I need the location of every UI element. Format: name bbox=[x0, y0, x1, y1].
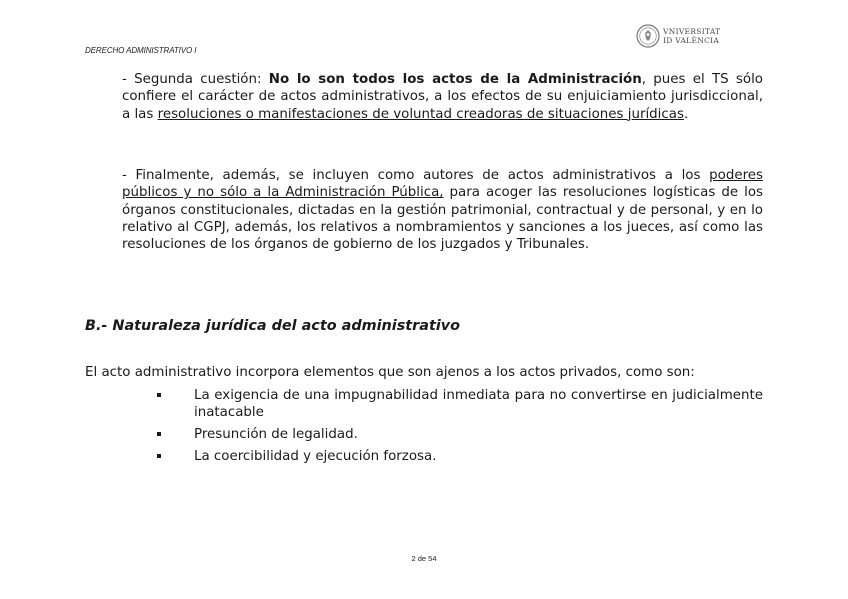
bullet-icon bbox=[157, 454, 161, 458]
page-number: 2 de 54 bbox=[411, 554, 437, 563]
list-item-text: Presunción de legalidad. bbox=[194, 427, 358, 442]
list-item-text: La exigencia de una impugnabilidad inmediata para no convertirse en judicialmente inatacable bbox=[194, 388, 763, 420]
university-seal-icon bbox=[636, 24, 660, 48]
p2-lead: - Finalmente, además, se incluyen como autores de actos administrativos a los bbox=[122, 168, 710, 183]
logo-line-2: ID VALÈNCIA bbox=[663, 36, 720, 45]
list-item-text: La coercibilidad y ejecución forzosa. bbox=[194, 449, 437, 464]
section-intro: El acto administrativo incorpora elementos que son ajenos a los actos privados, como son: bbox=[85, 365, 695, 380]
paragraph-segunda-cuestion bbox=[122, 71, 763, 123]
university-logo bbox=[636, 24, 726, 50]
p1-lead: - Segunda cuestión: bbox=[122, 72, 269, 87]
paragraph-finalmente bbox=[122, 167, 763, 253]
p1-underlined: resoluciones o manifestaciones de voluntad creadoras de situaciones jurídicas bbox=[157, 106, 684, 122]
bullet-icon bbox=[157, 432, 161, 436]
element-list bbox=[157, 387, 763, 465]
p2-underlined: poderes públicos y no sólo a la Administración Pública, bbox=[122, 168, 763, 201]
p1-end: . bbox=[683, 106, 689, 122]
p2-end: para acoger las resoluciones logísticas de los órganos constitucionales, dictadas en la gestión patrimonial, contractual y de personal, y en lo relativo al CGPJ, además, los relativos a nombramientos y sanciones a los jueces, así como las resoluciones de los órganos de gobierno de los juzgados y Tribunales. bbox=[122, 185, 763, 253]
section-title: B.- Naturaleza jurídica del acto administrativo bbox=[85, 318, 461, 334]
running-header: DERECHO ADMINISTRATIVO I bbox=[85, 46, 197, 55]
bullet-icon bbox=[157, 393, 161, 397]
list-item bbox=[157, 448, 763, 465]
list-item bbox=[157, 426, 763, 443]
list-item bbox=[157, 387, 763, 421]
p1-middle: , pues el TS sólo confiere el carácter de actos administrativos, a los efectos de su enjuiciamiento jurisdiccional, a las bbox=[122, 72, 763, 122]
logo-line-1: VNIVERSITAT bbox=[663, 27, 721, 36]
university-name bbox=[663, 27, 720, 45]
p1-bold: No lo son todos los actos de la Administración bbox=[268, 72, 642, 87]
